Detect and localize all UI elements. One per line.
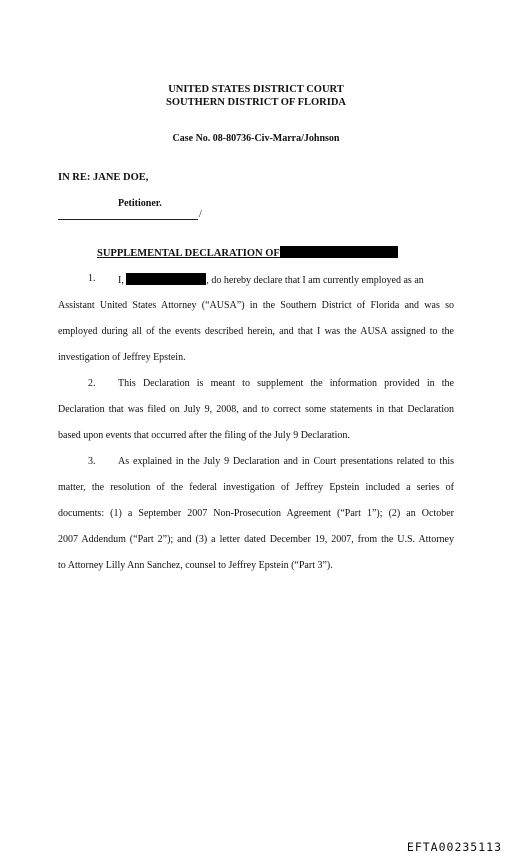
paragraph-1-first-line [118,273,424,286]
paragraph-line: This Declaration is meant to supplement the information provided in the [118,378,454,389]
paragraph-1-first-pre: I, [118,275,124,286]
paragraph-line: matter, the resolution of the federal investigation of Jeffrey Epstein included a series of [58,482,454,493]
court-name: UNITED STATES DISTRICT COURT [168,84,344,95]
paragraph-line: Assistant United States Attorney (“AUSA”) in the Southern District of Florida and was so [58,300,454,311]
in-re-caption: IN RE: JANE DOE, [58,172,149,183]
paragraph-number: 2. [88,378,96,389]
declaration-title [97,246,398,259]
caption-slash: / [199,209,202,220]
paragraph-line: As explained in the July 9 Declaration and in Court presentations related to this [118,456,454,467]
redaction-block [126,273,206,285]
declaration-title-text: SUPPLEMENTAL DECLARATION OF [97,248,280,259]
paragraph-line: investigation of Jeffrey Epstein. [58,352,186,363]
paragraph-number: 1. [88,273,96,284]
caption-rule [58,219,198,220]
paragraph-number: 3. [88,456,96,467]
paragraph-line: documents: (1) a September 2007 Non-Prosecution Agreement (“Part 1”); (2) an October [58,508,454,519]
paragraph-line: employed during all of the events described herein, and that I was the AUSA assigned to the [58,326,454,337]
petitioner-label: Petitioner. [118,198,162,209]
paragraph-line: to Attorney Lilly Ann Sanchez, counsel to Jeffrey Epstein (“Part 3”). [58,560,333,571]
paragraph-line: 2007 Addendum (“Part 2”); and (3) a letter dated December 19, 2007, from the U.S. Attorney [58,534,454,545]
paragraph-1-first-post: , do hereby declare that I am currently employed as an [206,275,424,286]
case-number: Case No. 08-80736-Civ-Marra/Johnson [172,133,340,144]
paragraph-line: Declaration that was filed on July 9, 2008, and to correct some statements in that Declaration [58,404,454,415]
paragraph-line: based upon events that occurred after the filing of the July 9 Declaration. [58,430,350,441]
court-district: SOUTHERN DISTRICT OF FLORIDA [166,97,346,108]
document-id-footer: EFTA00235113 [406,840,502,854]
redaction-block [280,246,398,258]
